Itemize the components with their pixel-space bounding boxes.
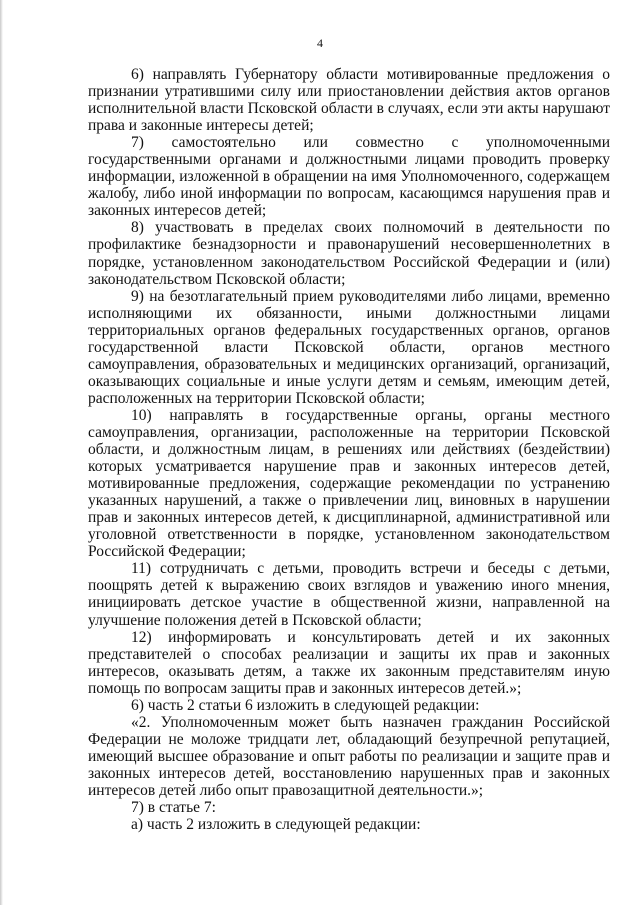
paragraph-item-11-cooperation: 11) сотрудничать с детьми, проводить встречи и беседы с детьми, поощрять детей к выражению своих взглядов и уважению иного мнения, инициировать детское участие в общественной жизни, направленной на улучшение положения детей в Псковской области;: [88, 560, 610, 629]
paragraph-amendment-7a: а) часть 2 изложить в следующей редакции:: [131, 816, 421, 834]
scan-edge: [0, 0, 3, 905]
paragraph-item-7-inspection: 7) самостоятельно или совместно с уполномоченными государственными органами и должностными лицами проводить проверку информации, изложенной в обращении на имя Уполномоченного, содержащем жалобу, либо иной информации по вопросам, касающимся нарушения прав и законных интересов детей;: [88, 134, 610, 220]
paragraph-article-6-part-2: «2. Уполномоченным может быть назначен гражданин Российской Федерации не моложе тридцати лет, обладающий безупречной репутацией, имеющий высшее образование и опыт работы по реализации и защите прав и законных интересов детей, восстановлению нарушенных прав и законных интересов детей либо опыт правозащитной деятельности.»;: [88, 713, 610, 799]
paragraph-item-9-reception: 9) на безотлагательный прием руководителями либо лицами, временно исполняющими их обязанности, иными должностными лицами территориальных органов федеральных государственных органов, органов государственной власти Псковской области, органов местного самоуправления, образовательных и медицинских организаций, организаций, оказывающих социальные и иные услуги детям и семьям, имеющим детей, расположенных на территории Псковской области;: [88, 287, 610, 407]
page-number: 4: [317, 36, 323, 50]
document-body: [88, 66, 610, 833]
paragraph-item-6-proposals: 6) направлять Губернатору области мотивированные предложения о признании утратившими силу или приостановлении действия актов органов исполнительной власти Псковской области в случаях, если эти акты нарушают права и законные интересы детей;: [88, 66, 610, 135]
paragraph-item-10-recommendations: 10) направлять в государственные органы, органы местного самоуправления, организации, расположенные на территории Псковской области, и должностным лицам, в решениях или действиях (бездействии) которых усматривается нарушение прав и законных интересов детей, мотивированные предложения, содержащие рекомендации по устранению указанных нарушений, а также о привлечении лиц, виновных в нарушении прав и законных интересов детей, к дисциплинарной, административной или уголовной ответственности в порядке, установленном законодательством Российской Федерации;: [88, 406, 610, 561]
paragraph-item-12-consulting: 12) информировать и консультировать детей и их законных представителей о способах реализации и защиты их прав и законных интересов, оказывать детям, а также их законным представителям иную помощь по вопросам защиты прав и законных интересов детей.»;: [88, 628, 610, 697]
paragraph-item-8-prevention: 8) участвовать в пределах своих полномочий в деятельности по профилактике безнадзорности и правонарушений несовершеннолетних в порядке, установленном законодательством Российской Федерации и (или) законодательством Псковской области;: [88, 219, 610, 288]
paragraph-amendment-6: 6) часть 2 статьи 6 изложить в следующей редакции:: [131, 696, 480, 714]
paragraph-amendment-7: 7) в статье 7:: [131, 799, 216, 817]
